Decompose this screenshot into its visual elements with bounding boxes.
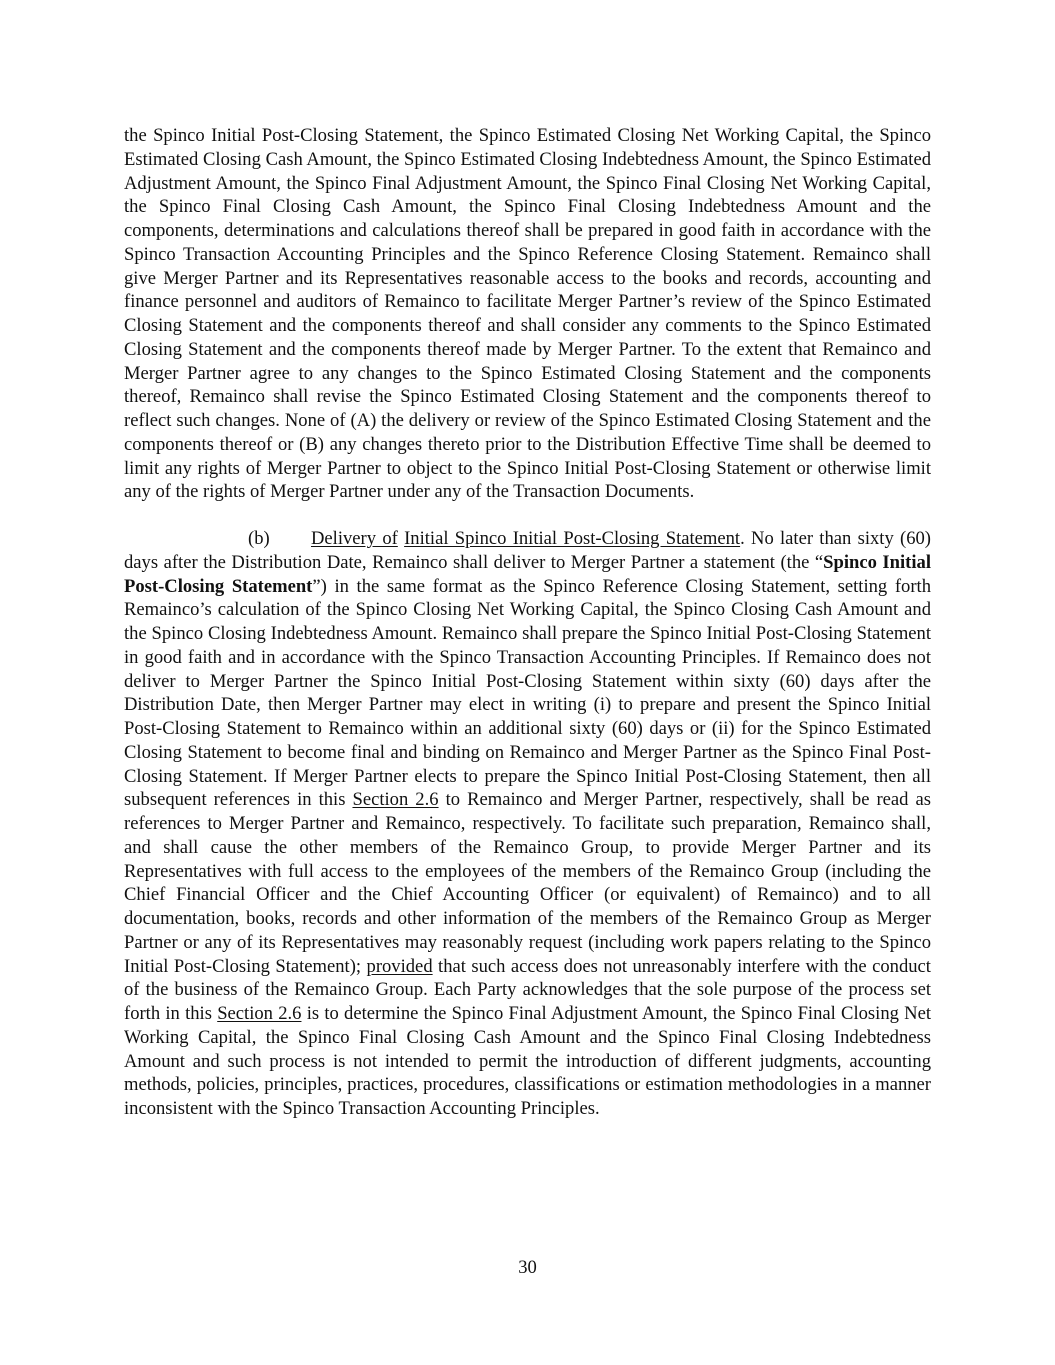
provided-term: provided bbox=[366, 955, 433, 977]
page-number: 30 bbox=[518, 1257, 537, 1278]
defined-term: Spinco Initial Post-Closing Statement bbox=[124, 551, 931, 597]
paragraph-b bbox=[124, 527, 931, 1121]
paragraph-b-heading-part1: Delivery of bbox=[311, 528, 398, 549]
paragraph-b-text-5: is to determine the Spinco Final Adjustment Amount, the Spinco Final Closing Net Working Capital, the Spinco Final Closing Cash Amount and the Spinco Final Closing Indebtedness Amount and such process is not intended to permit the introduction of different judgments, accounting methods, policies, principles, practices, procedures, classifications or estimation methodologies in a manner inconsistent with the Spinco Transaction Accounting Principles. bbox=[124, 1003, 932, 1119]
paragraph-a bbox=[124, 124, 931, 504]
paragraph-b-text-3: to Remainco and Merger Partner, respectively, shall be read as references to Merger Partner and Remainco, respectively. To facilitate such preparation, Remainco shall, and shall cause the other members of the Remainco Group, to provide Merger Partner and its Representatives with full access to the employees of the members of the Remainco Group (including the Chief Financial Officer and the Chief Accounting Officer (or equivalent) of Remainco) and to all documentation, books, records and other information of the members of the Remainco Group as Merger Partner or any of its Representatives may reasonably request (including work papers relating to the Spinco Initial Post-Closing Statement); bbox=[124, 789, 932, 977]
section-reference: Section 2.6 bbox=[217, 1003, 302, 1024]
paragraph-b-text-1: . No later than sixty (60) days after the Distribution Date, Remainco shall deliver to Merger Partner a statement (the “ bbox=[124, 528, 931, 573]
paragraph-b-label: (b) bbox=[248, 528, 270, 549]
paragraph-b-text-4: that such access does not unreasonably interfere with the conduct of the business of the Remainco Group. Each Party acknowledges that the sole purpose of the process set forth in this bbox=[124, 955, 931, 1024]
document-page bbox=[124, 124, 931, 1121]
section-reference: Section 2.6 bbox=[352, 789, 439, 811]
paragraph-b-heading-part2: Initial Spinco Initial Post-Closing Statement bbox=[404, 528, 741, 549]
paragraph-a-text: the Spinco Initial Post-Closing Statement, the Spinco Estimated Closing Net Working Capital, the Spinco Estimated Closing Cash Amount, the Spinco Estimated Closing Indebtedness Amount, the Spinco Estimated Adjustment Amount, the Spinco Final Adjustment Amount, the Spinco Final Closing Net Working Capital, the Spinco Final Closing Cash Amount, the Spinco Final Closing Indebtedness Amount and the components, determinations and calculations thereof shall be prepared in good faith in accordance with the Spinco Transaction Accounting Principles and the Spinco Reference Closing Statement. Remainco shall give Merger Partner and its Representatives reasonable access to the books and records, accounting and finance personnel and auditors of Remainco to facilitate Merger Partner’s review of the Spinco Estimated Closing Statement and the components thereof and shall consider any comments to the Spinco Estimated Closing Statement and the components thereof made by Merger Partner. To the extent that Remainco and Merger Partner agree to any changes to the Spinco Estimated Closing Statement and the components thereof, Remainco shall revise the Spinco Estimated Closing Statement and the components thereof to reflect such changes. None of (A) the delivery or review of the Spinco Estimated Closing Statement and the components thereof or (B) any changes thereto prior to the Distribution Effective Time shall be deemed to limit any rights of Merger Partner to object to the Spinco Initial Post-Closing Statement or otherwise limit any of the rights of Merger Partner under any of the Transaction Documents. bbox=[124, 125, 931, 503]
paragraph-b-text-2: ”) in the same format as the Spinco Reference Closing Statement, setting forth Remainco’s calculation of the Spinco Closing Net Working Capital, the Spinco Closing Cash Amount and the Spinco Closing Indebtedness Amount. Remainco shall prepare the Spinco Initial Post-Closing Statement in good faith and in accordance with the Spinco Transaction Accounting Principles. If Remainco does not deliver to Merger Partner the Spinco Initial Post-Closing Statement within sixty (60) days after the Distribution Date, then Merger Partner may elect in writing (i) to prepare and present the Spinco Initial Post-Closing Statement to Remainco within an additional sixty (60) days or (ii) for the Spinco Estimated Closing Statement to become final and binding on Remainco and Merger Partner as the Spinco Final Post-Closing Statement. If Merger Partner elects to prepare the Spinco Initial Post-Closing Statement, then all subsequent references in this bbox=[124, 575, 931, 811]
